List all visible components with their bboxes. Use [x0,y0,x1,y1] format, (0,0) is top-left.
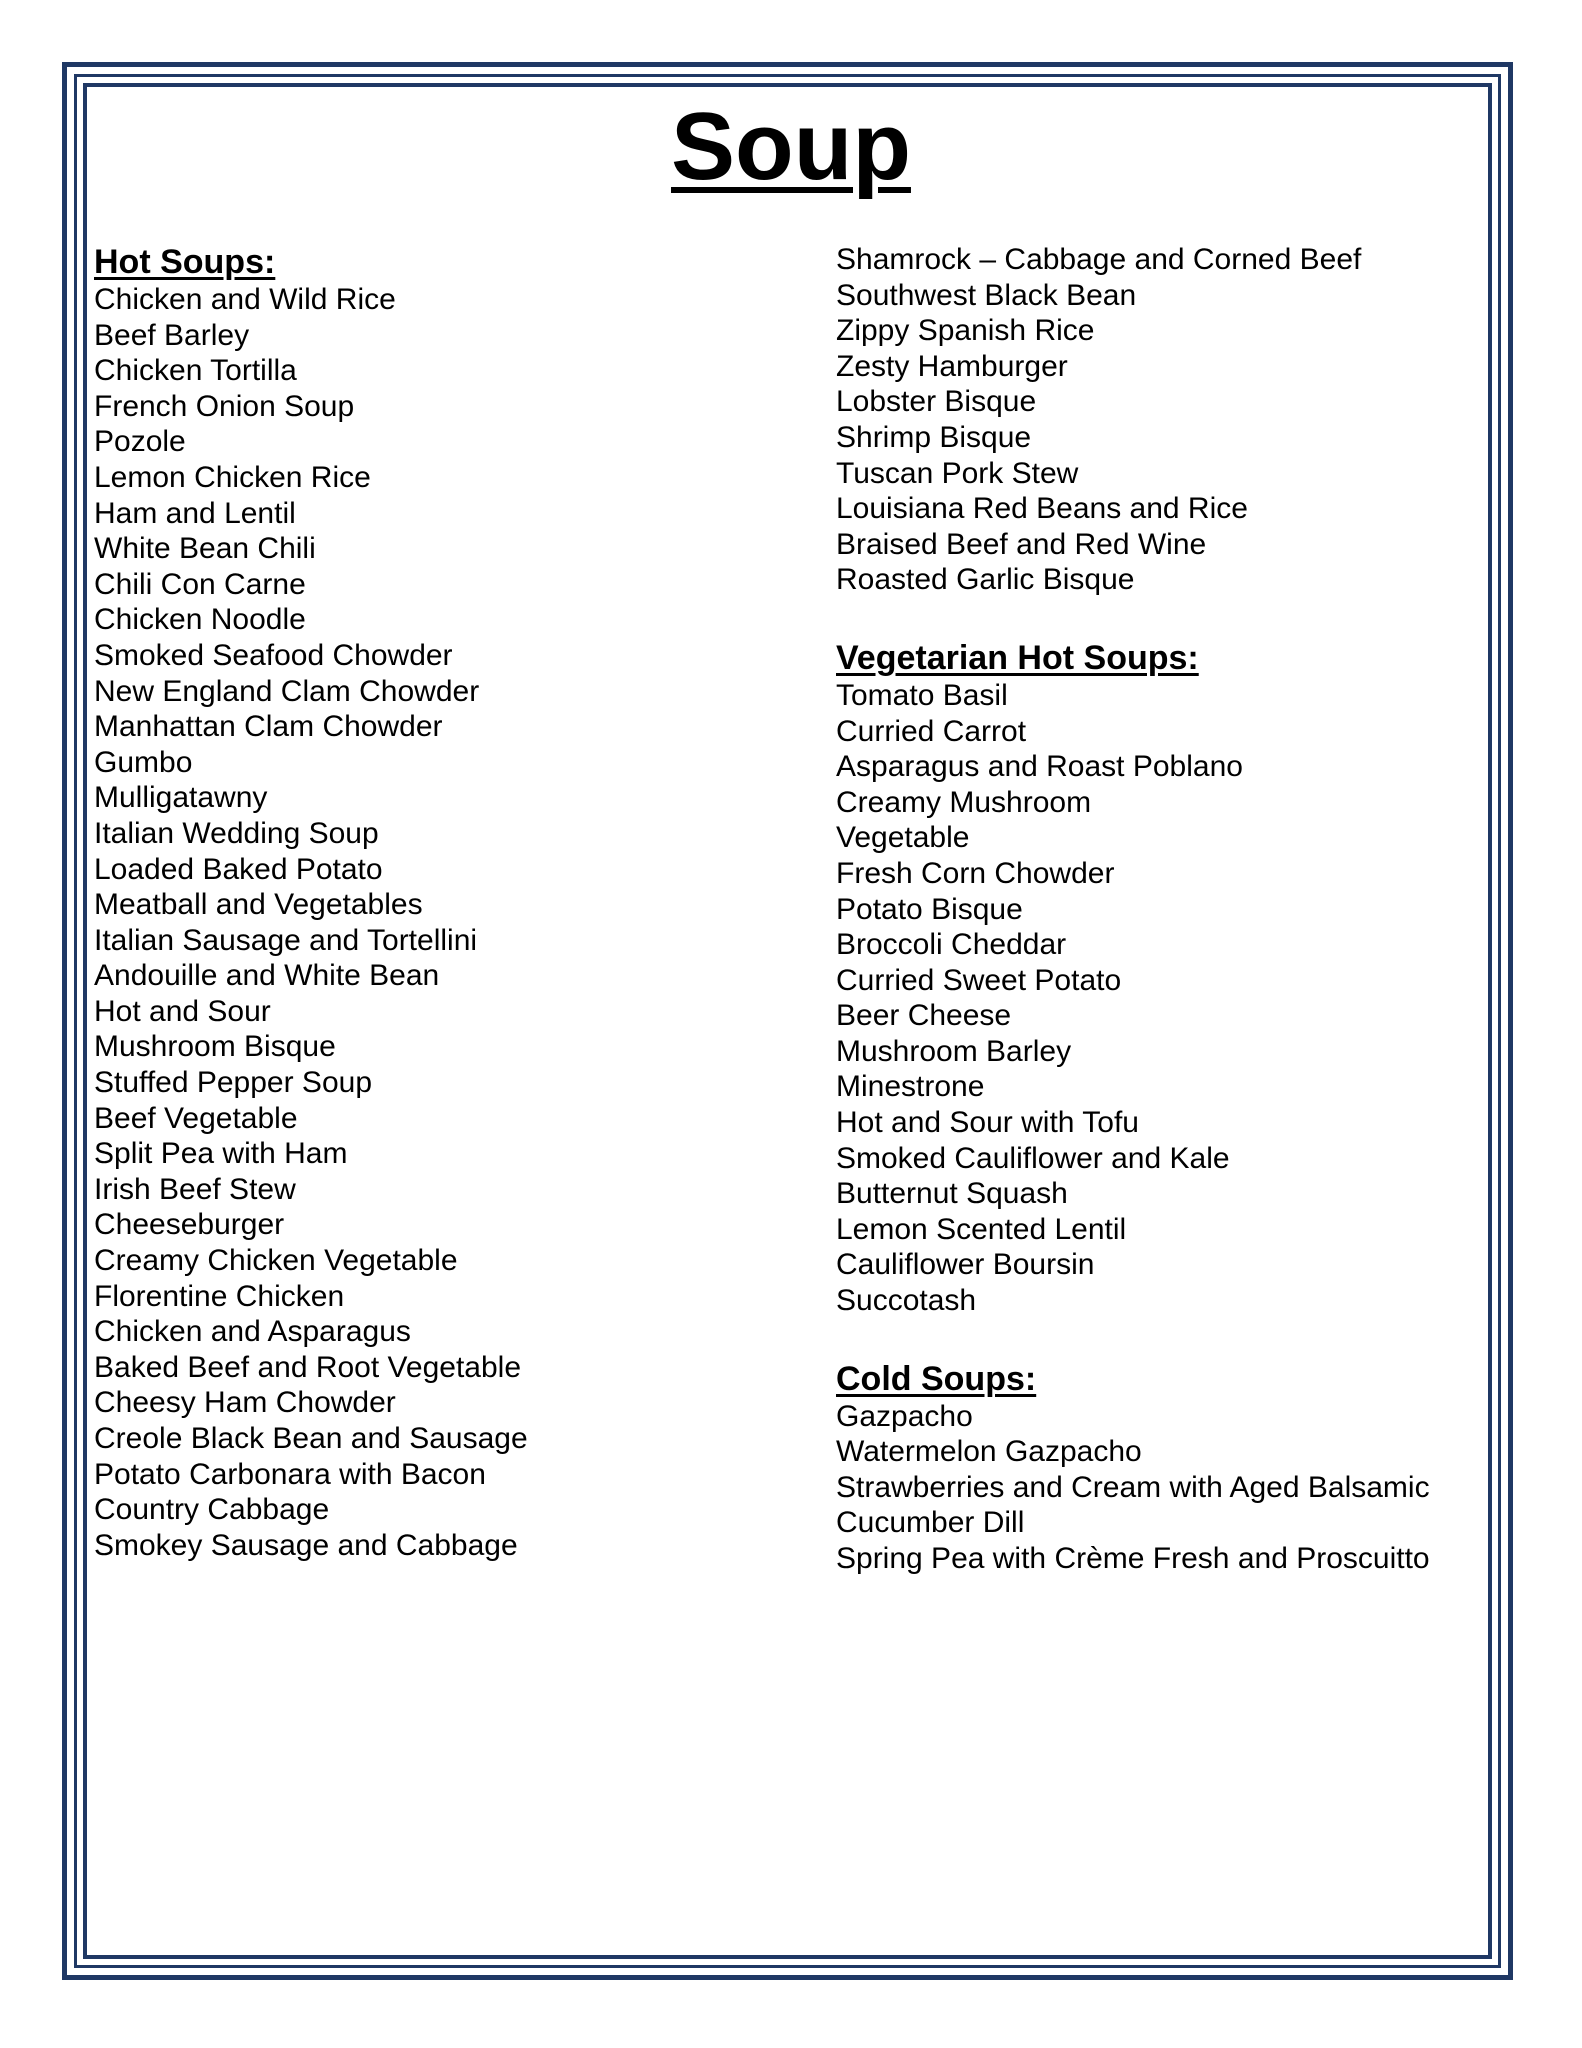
menu-item: Chicken Noodle [94,603,306,637]
menu-item: Braised Beef and Red Wine [836,527,1207,561]
menu-item: Creole Black Bean and Sausage [94,1422,528,1455]
menu-item: Broccoli Cheddar [836,928,1067,962]
menu-item: Loaded Baked Potato [94,852,383,886]
menu-item: French Onion Soup [94,389,355,423]
menu-item: Gazpacho [836,1399,973,1433]
menu-item: Stuffed Pepper Soup [94,1066,372,1100]
menu-item: Beef Vegetable [94,1101,298,1135]
menu-item: Curried Sweet Potato [836,963,1122,997]
menu-item: Creamy Mushroom [836,785,1092,819]
menu-item: Southwest Black Bean [836,278,1137,312]
menu-item: White Bean Chili [94,532,316,566]
menu-item: Andouille and White Bean [94,959,440,993]
menu-item: Chili Con Carne [94,567,306,601]
menu-item: Strawberries and Cream with Aged Balsamic [836,1470,1430,1504]
menu-item: Shrimp Bisque [836,420,1032,454]
menu-item: Mulligatawny [94,781,268,815]
vegetarian-hot-soups-heading: Vegetarian Hot Soups: [836,638,1199,677]
menu-item: Irish Beef Stew [94,1172,296,1206]
menu-item: Hot and Sour with Tofu [836,1106,1139,1140]
left-column [94,242,528,1563]
menu-item: Country Cabbage [94,1493,330,1527]
menu-item: Fresh Corn Chowder [836,856,1115,890]
vegetarian-hot-soups-list [836,678,1430,1319]
menu-item: Gumbo [94,745,193,779]
menu-item: Baked Beef and Root Vegetable [94,1350,522,1384]
menu-item: Watermelon Gazpacho [836,1435,1142,1469]
menu-item: Potato Bisque [836,892,1023,926]
menu-item: Florentine Chicken [94,1279,345,1313]
menu-item: Cauliflower Boursin [836,1248,1095,1282]
menu-item: Lemon Scented Lentil [836,1212,1127,1246]
menu-item: Split Pea with Ham [94,1137,348,1171]
hot-soups-heading: Hot Soups: [94,243,276,281]
right-column [836,242,1430,1577]
page-title: Soup [671,93,911,200]
menu-item: Italian Wedding Soup [94,816,379,850]
hot-soups-section [94,242,528,1563]
menu-item: Zippy Spanish Rice [836,314,1095,348]
menu-item: Ham and Lentil [94,496,296,530]
menu-item: Minestrone [836,1070,985,1104]
menu-item: Cheeseburger [94,1208,285,1242]
menu-item: Meatball and Vegetables [94,888,423,922]
menu-item: Tuscan Pork Stew [836,456,1079,490]
menu-item: Louisiana Red Beans and Rice [836,492,1248,526]
menu-item: Smokey Sausage and Cabbage [94,1528,518,1562]
menu-item: Beef Barley [94,318,250,352]
menu-item: Italian Sausage and Tortellini [94,923,478,957]
menu-item: Smoked Seafood Chowder [94,638,453,672]
menu-item: Smoked Cauliflower and Kale [836,1141,1230,1175]
menu-item: Manhattan Clam Chowder [94,710,443,744]
menu-item: Tomato Basil [836,678,1008,712]
menu-item: Cheesy Ham Chowder [94,1386,396,1420]
menu-item: Mushroom Bisque [94,1030,336,1064]
menu-item: Creamy Chicken Vegetable [94,1244,458,1278]
menu-item: Lemon Chicken Rice [94,460,371,494]
menu-item: Chicken and Asparagus [94,1315,411,1349]
menu-item: Spring Pea with Crème Fresh and Proscuitto [836,1542,1430,1575]
cold-soups-heading: Cold Soups: [836,1359,1037,1398]
menu-item: Pozole [94,425,186,459]
menu-item: Asparagus and Roast Poblano [836,750,1243,784]
menu-item: Chicken Tortilla [94,354,297,388]
cold-soups-section [836,1359,1430,1577]
cold-soups-list [836,1399,1430,1577]
menu-item: Vegetable [836,821,970,855]
menu-item: Mushroom Barley [836,1034,1072,1068]
menu-item: Potato Carbonara with Bacon [94,1457,486,1491]
menu-item: Chicken and Wild Rice [94,283,396,316]
hot-soups-continued-section [836,242,1430,598]
menu-item: Succotash [836,1284,977,1318]
menu-item: Lobster Bisque [836,385,1037,419]
menu-item: Hot and Sour [94,994,271,1028]
vegetarian-hot-soups-section [836,638,1430,1319]
menu-item: Curried Carrot [836,714,1027,748]
menu-item: Beer Cheese [836,999,1012,1033]
menu-item: Butternut Squash [836,1177,1068,1211]
hot-soups-continued-list [836,242,1430,598]
menu-item: Shamrock – Cabbage and Corned Beef [836,243,1362,276]
menu-item: Zesty Hamburger [836,349,1068,383]
hot-soups-list [94,282,528,1563]
menu-item: New England Clam Chowder [94,674,480,708]
menu-item: Cucumber Dill [836,1506,1025,1540]
menu-item: Roasted Garlic Bisque [836,563,1135,597]
